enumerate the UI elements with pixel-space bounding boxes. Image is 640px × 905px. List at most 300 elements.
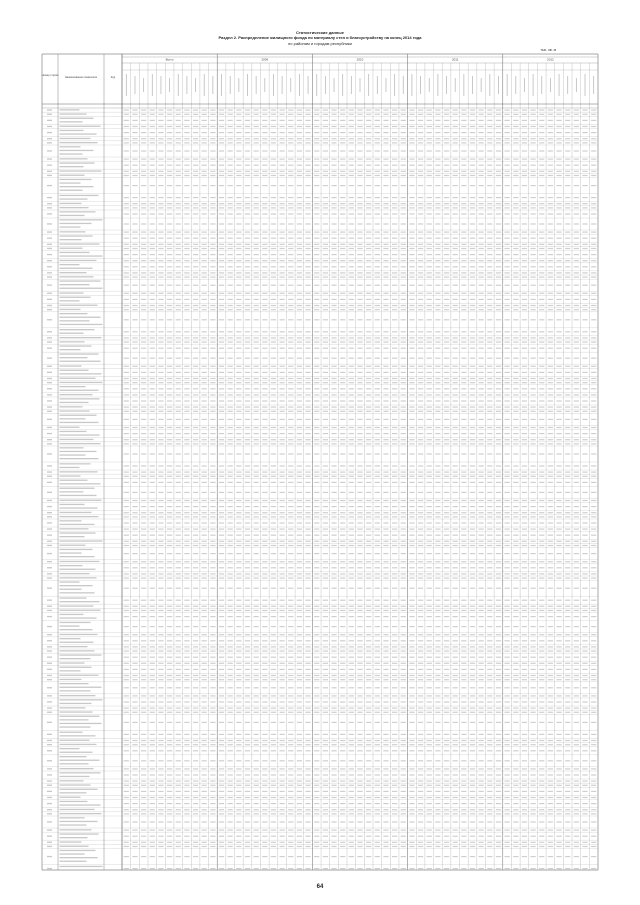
row-value-text [331, 640, 336, 641]
row-value-text [167, 223, 172, 224]
row-value-text [245, 439, 250, 440]
row-value-text [418, 248, 423, 249]
row-value-text [158, 293, 163, 294]
row-value-text [167, 640, 172, 641]
row-value-text [158, 132, 163, 133]
row-value-text [444, 142, 449, 143]
row-value-text [461, 476, 466, 477]
row-value-text [349, 439, 354, 440]
row-value-text [427, 394, 432, 395]
row-value-text [582, 616, 587, 617]
row-value-text [513, 465, 518, 466]
row-label-text [60, 195, 99, 196]
row-value-text [401, 382, 406, 383]
row-value-text [444, 453, 449, 454]
row-value-text [262, 453, 267, 454]
row-value-text [184, 482, 189, 483]
row-value-text [427, 244, 432, 245]
row-value-text [150, 207, 155, 208]
row-value-text [150, 185, 155, 186]
row-value-text [150, 293, 155, 294]
row-value-text [548, 407, 553, 408]
row-value-text [236, 500, 241, 501]
row-value-text [340, 439, 345, 440]
row-value-text [383, 305, 388, 306]
row-value-text [461, 358, 466, 359]
row-value-text [262, 244, 267, 245]
row-value-text [340, 433, 345, 434]
row-value-text [314, 372, 319, 373]
row-value-text [522, 213, 527, 214]
row-value-text [141, 388, 146, 389]
row-value-text [219, 443, 224, 444]
row-value-text [375, 110, 380, 111]
row-value-text [383, 516, 388, 517]
row-value-text [418, 285, 423, 286]
row-value-text [453, 309, 458, 310]
row-value-text [254, 439, 259, 440]
row-value-text [548, 114, 553, 115]
row-number-text [47, 366, 52, 367]
row-value-text [228, 529, 233, 530]
row-value-text [383, 400, 388, 401]
row-value-text [236, 358, 241, 359]
row-value-text [262, 411, 267, 412]
row-value-text [418, 309, 423, 310]
row-value-text [132, 453, 137, 454]
row-value-text [357, 126, 362, 127]
row-value-text [392, 342, 397, 343]
row-value-text [331, 616, 336, 617]
row-value-text [271, 120, 276, 121]
row-value-text [271, 331, 276, 332]
row-value-text [427, 453, 432, 454]
row-value-text [591, 203, 596, 204]
row-value-text [271, 541, 276, 542]
row-value-text [392, 567, 397, 568]
row-label-text [60, 447, 84, 448]
row-value-text [505, 337, 510, 338]
row-value-text [366, 567, 371, 568]
row-value-text [401, 545, 406, 546]
row-value-text [297, 197, 302, 198]
row-value-text [280, 492, 285, 493]
row-value-text [262, 266, 267, 267]
row-value-text [444, 610, 449, 611]
row-value-text [496, 427, 501, 428]
row-value-text [366, 342, 371, 343]
row-value-text [409, 482, 414, 483]
row-value-text [340, 248, 345, 249]
row-value-text [305, 476, 310, 477]
row-value-text [262, 159, 267, 160]
row-value-text [349, 512, 354, 513]
row-value-text [340, 114, 345, 115]
row-value-text [219, 606, 224, 607]
row-value-text [444, 529, 449, 530]
row-value-text [366, 285, 371, 286]
row-value-text [167, 260, 172, 261]
row-value-text [470, 171, 475, 172]
row-value-text [453, 299, 458, 300]
row-value-text [513, 541, 518, 542]
row-value-text [184, 175, 189, 176]
row-value-text [401, 606, 406, 607]
row-value-text [418, 132, 423, 133]
row-value-text [522, 567, 527, 568]
row-value-text [271, 272, 276, 273]
row-value-text [383, 248, 388, 249]
row-value-text [479, 299, 484, 300]
row-label-text [60, 516, 99, 517]
row-value-text [331, 366, 336, 367]
row-value-text [228, 378, 233, 379]
row-value-text [245, 348, 250, 349]
row-value-text [288, 358, 293, 359]
row-value-text [375, 529, 380, 530]
row-value-text [582, 232, 587, 233]
row-value-text [427, 372, 432, 373]
row-value-text [349, 541, 354, 542]
row-value-text [444, 358, 449, 359]
row-value-text [383, 529, 388, 530]
row-value-text [132, 610, 137, 611]
row-value-text [401, 266, 406, 267]
row-value-text [453, 382, 458, 383]
row-value-text [141, 578, 146, 579]
row-value-text [184, 443, 189, 444]
row-value-text [331, 309, 336, 310]
row-value-text [539, 545, 544, 546]
row-value-text [271, 223, 276, 224]
row-value-text [530, 138, 535, 139]
row-value-text [297, 165, 302, 166]
row-value-text [366, 606, 371, 607]
row-value-text [565, 120, 570, 121]
row-value-text [210, 348, 215, 349]
row-value-text [453, 185, 458, 186]
row-value-text [219, 165, 224, 166]
row-value-text [383, 500, 388, 501]
row-value-text [228, 126, 233, 127]
row-value-text [305, 260, 310, 261]
row-value-text [366, 407, 371, 408]
row-value-text [193, 277, 198, 278]
row-value-text [409, 342, 414, 343]
row-value-text [236, 309, 241, 310]
row-value-text [132, 472, 137, 473]
row-value-text [591, 600, 596, 601]
row-value-text [487, 309, 492, 310]
row-value-text [323, 394, 328, 395]
row-value-text [331, 223, 336, 224]
row-value-text [271, 185, 276, 186]
row-value-text [331, 272, 336, 273]
row-value-text [141, 132, 146, 133]
row-value-text [184, 616, 189, 617]
row-value-text [150, 545, 155, 546]
row-value-text [349, 427, 354, 428]
row-value-text [262, 578, 267, 579]
row-value-text [496, 482, 501, 483]
row-value-text [236, 319, 241, 320]
row-value-text [375, 427, 380, 428]
row-value-text [470, 232, 475, 233]
row-value-text [496, 553, 501, 554]
row-number-text [47, 150, 52, 151]
row-value-text [479, 223, 484, 224]
row-label-text [60, 239, 82, 240]
row-value-text [556, 272, 561, 273]
row-value-text [435, 120, 440, 121]
row-value-text [479, 646, 484, 647]
row-value-text [530, 175, 535, 176]
row-value-text [470, 610, 475, 611]
row-value-text [453, 573, 458, 574]
row-value-text [158, 407, 163, 408]
row-value-text [132, 197, 137, 198]
row-value-text [323, 171, 328, 172]
row-label-text [60, 592, 95, 593]
row-value-text [357, 372, 362, 373]
row-value-text [184, 305, 189, 306]
row-value-text [219, 634, 224, 635]
row-value-text [210, 616, 215, 617]
row-value-text [530, 305, 535, 306]
row-value-text [184, 378, 189, 379]
row-label-text [60, 410, 90, 411]
row-value-text [184, 197, 189, 198]
row-value-text [349, 646, 354, 647]
row-value-text [470, 126, 475, 127]
vertical-header-text [290, 78, 291, 92]
row-value-text [383, 120, 388, 121]
row-value-text [574, 427, 579, 428]
row-value-text [357, 646, 362, 647]
row-value-text [132, 394, 137, 395]
row-value-text [479, 573, 484, 574]
row-value-text [254, 248, 259, 249]
row-value-text [158, 126, 163, 127]
row-value-text [530, 232, 535, 233]
row-value-text [228, 516, 233, 517]
row-value-text [357, 453, 362, 454]
row-value-text [548, 443, 553, 444]
row-value-text [479, 626, 484, 627]
row-value-text [496, 342, 501, 343]
row-value-text [202, 366, 207, 367]
row-value-text [219, 366, 224, 367]
row-value-text [591, 626, 596, 627]
row-value-text [167, 342, 172, 343]
row-value-text [435, 516, 440, 517]
row-value-text [228, 309, 233, 310]
row-value-text [479, 114, 484, 115]
row-value-text [565, 272, 570, 273]
row-value-text [314, 299, 319, 300]
row-value-text [392, 394, 397, 395]
row-value-text [444, 309, 449, 310]
row-value-text [366, 138, 371, 139]
row-value-text [271, 132, 276, 133]
row-value-text [470, 272, 475, 273]
row-value-text [418, 419, 423, 420]
row-value-text [591, 651, 596, 652]
row-value-text [470, 248, 475, 249]
row-value-text [184, 439, 189, 440]
row-value-text [591, 305, 596, 306]
row-value-text [236, 535, 241, 536]
row-value-text [245, 553, 250, 554]
row-number-text [47, 138, 52, 139]
row-value-text [539, 443, 544, 444]
row-value-text [444, 400, 449, 401]
row-label-text [60, 317, 101, 318]
row-value-text [444, 626, 449, 627]
row-value-text [522, 400, 527, 401]
row-value-text [297, 260, 302, 261]
row-value-text [202, 561, 207, 562]
row-value-text [591, 337, 596, 338]
row-value-text [565, 150, 570, 151]
row-value-text [176, 114, 181, 115]
row-value-text [167, 588, 172, 589]
row-value-text [254, 142, 259, 143]
row-value-text [401, 244, 406, 245]
row-value-text [323, 248, 328, 249]
row-value-text [357, 244, 362, 245]
row-value-text [539, 126, 544, 127]
row-value-text [280, 634, 285, 635]
row-value-text [548, 646, 553, 647]
row-value-text [124, 427, 129, 428]
row-value-text [323, 319, 328, 320]
row-value-text [124, 657, 129, 658]
row-value-text [262, 319, 267, 320]
row-value-text [314, 553, 319, 554]
row-value-text [487, 138, 492, 139]
row-value-text [132, 305, 137, 306]
row-value-text [505, 529, 510, 530]
row-value-text [505, 254, 510, 255]
row-value-text [427, 578, 432, 579]
row-value-text [392, 573, 397, 574]
row-value-text [210, 358, 215, 359]
row-value-text [132, 159, 137, 160]
row-label-text [60, 324, 103, 325]
row-value-text [479, 272, 484, 273]
row-value-text [280, 606, 285, 607]
row-value-text [323, 142, 328, 143]
row-value-text [383, 616, 388, 617]
row-value-text [124, 207, 129, 208]
row-label-text [60, 617, 97, 618]
row-value-text [548, 588, 553, 589]
row-value-text [271, 640, 276, 641]
row-value-text [219, 657, 224, 658]
row-value-text [392, 492, 397, 493]
row-value-text [565, 439, 570, 440]
row-value-text [219, 545, 224, 546]
row-value-text [427, 197, 432, 198]
row-value-text [262, 640, 267, 641]
row-value-text [513, 506, 518, 507]
row-value-text [305, 522, 310, 523]
row-value-text [548, 541, 553, 542]
row-value-text [184, 400, 189, 401]
row-value-text [392, 506, 397, 507]
row-value-text [262, 348, 267, 349]
row-value-text [202, 342, 207, 343]
row-value-text [565, 512, 570, 513]
row-value-text [193, 516, 198, 517]
row-value-text [210, 606, 215, 607]
row-value-text [574, 244, 579, 245]
row-value-text [193, 110, 198, 111]
row-value-text [236, 223, 241, 224]
row-number-text [47, 238, 52, 239]
row-value-text [444, 120, 449, 121]
row-value-text [132, 342, 137, 343]
row-value-text [539, 492, 544, 493]
row-value-text [262, 305, 267, 306]
row-value-text [167, 453, 172, 454]
row-value-text [254, 238, 259, 239]
row-value-text [228, 232, 233, 233]
row-value-text [331, 516, 336, 517]
row-value-text [124, 150, 129, 151]
row-value-text [331, 260, 336, 261]
row-value-text [505, 159, 510, 160]
row-value-text [505, 516, 510, 517]
row-value-text [582, 465, 587, 466]
row-value-text [409, 207, 414, 208]
row-value-text [150, 541, 155, 542]
row-value-text [556, 244, 561, 245]
row-value-text [470, 588, 475, 589]
row-value-text [366, 159, 371, 160]
row-value-text [176, 567, 181, 568]
row-value-text [314, 277, 319, 278]
row-value-text [357, 337, 362, 338]
row-value-text [513, 472, 518, 473]
row-value-text [271, 266, 276, 267]
row-value-text [245, 522, 250, 523]
row-value-text [418, 465, 423, 466]
row-value-text [513, 175, 518, 176]
row-value-text [548, 223, 553, 224]
row-value-text [184, 254, 189, 255]
row-value-text [366, 657, 371, 658]
row-value-text [141, 175, 146, 176]
row-value-text [331, 400, 336, 401]
row-value-text [487, 150, 492, 151]
row-value-text [591, 394, 596, 395]
row-value-text [574, 232, 579, 233]
row-value-text [513, 150, 518, 151]
row-value-text [496, 120, 501, 121]
row-value-text [124, 110, 129, 111]
row-value-text [124, 433, 129, 434]
row-value-text [574, 482, 579, 483]
row-value-text [409, 492, 414, 493]
row-value-text [305, 600, 310, 601]
row-value-text [305, 500, 310, 501]
row-value-text [228, 175, 233, 176]
row-value-text [530, 567, 535, 568]
row-value-text [236, 465, 241, 466]
row-value-text [167, 465, 172, 466]
